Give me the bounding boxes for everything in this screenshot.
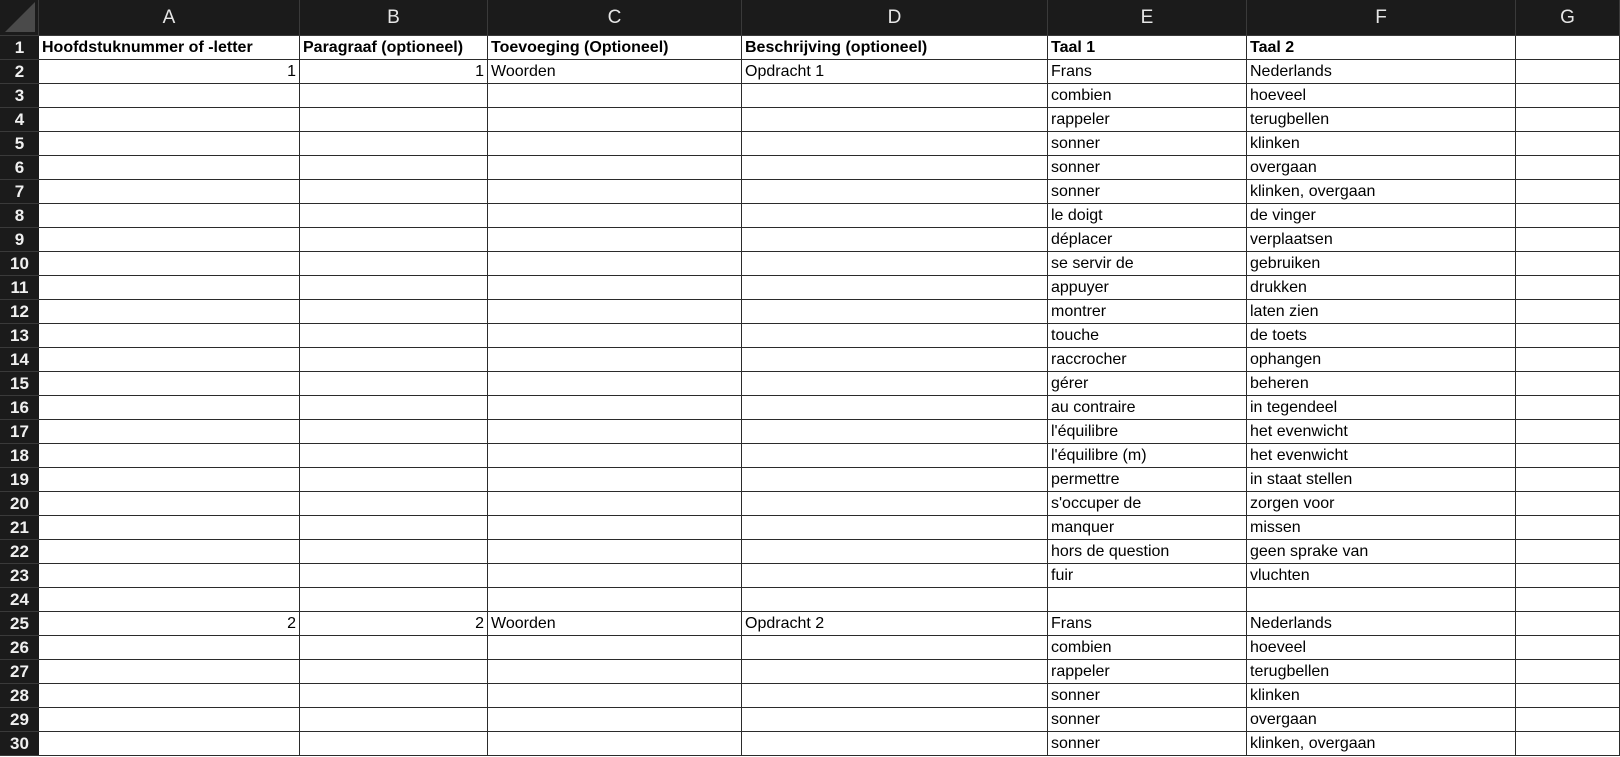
cell-b19[interactable] — [300, 468, 488, 492]
cell-c14[interactable] — [488, 348, 742, 372]
cell-d18[interactable] — [742, 444, 1048, 468]
cell-f10[interactable]: gebruiken — [1247, 252, 1516, 276]
cell-e5[interactable]: sonner — [1048, 132, 1247, 156]
select-all-corner[interactable] — [0, 0, 39, 36]
cell-b30[interactable] — [300, 732, 488, 756]
cell-e4[interactable]: rappeler — [1048, 108, 1247, 132]
cell-g8[interactable] — [1516, 204, 1620, 228]
cell-g14[interactable] — [1516, 348, 1620, 372]
cell-c18[interactable] — [488, 444, 742, 468]
cell-b7[interactable] — [300, 180, 488, 204]
cell-d9[interactable] — [742, 228, 1048, 252]
row-header-30[interactable]: 30 — [0, 732, 39, 756]
row-header-11[interactable]: 11 — [0, 276, 39, 300]
cell-a18[interactable] — [39, 444, 300, 468]
row-header-9[interactable]: 9 — [0, 228, 39, 252]
cell-c9[interactable] — [488, 228, 742, 252]
cell-d21[interactable] — [742, 516, 1048, 540]
cell-d26[interactable] — [742, 636, 1048, 660]
cell-a19[interactable] — [39, 468, 300, 492]
cell-b1[interactable]: Paragraaf (optioneel) — [300, 36, 488, 60]
row-header-3[interactable]: 3 — [0, 84, 39, 108]
cell-a1[interactable]: Hoofdstuknummer of -letter — [39, 36, 300, 60]
cell-c16[interactable] — [488, 396, 742, 420]
cell-f27[interactable]: terugbellen — [1247, 660, 1516, 684]
cell-e18[interactable]: l'équilibre (m) — [1048, 444, 1247, 468]
cell-c13[interactable] — [488, 324, 742, 348]
cell-b24[interactable] — [300, 588, 488, 612]
cell-e16[interactable]: au contraire — [1048, 396, 1247, 420]
cell-c4[interactable] — [488, 108, 742, 132]
row-header-25[interactable]: 25 — [0, 612, 39, 636]
cell-g4[interactable] — [1516, 108, 1620, 132]
cell-b23[interactable] — [300, 564, 488, 588]
cell-d5[interactable] — [742, 132, 1048, 156]
cell-e24[interactable] — [1048, 588, 1247, 612]
cell-d7[interactable] — [742, 180, 1048, 204]
row-header-29[interactable]: 29 — [0, 708, 39, 732]
cell-c5[interactable] — [488, 132, 742, 156]
cell-g18[interactable] — [1516, 444, 1620, 468]
cell-d10[interactable] — [742, 252, 1048, 276]
cell-a12[interactable] — [39, 300, 300, 324]
cell-e12[interactable]: montrer — [1048, 300, 1247, 324]
cell-f6[interactable]: overgaan — [1247, 156, 1516, 180]
cell-f1[interactable]: Taal 2 — [1247, 36, 1516, 60]
cell-e21[interactable]: manquer — [1048, 516, 1247, 540]
cell-f15[interactable]: beheren — [1247, 372, 1516, 396]
cell-e10[interactable]: se servir de — [1048, 252, 1247, 276]
cell-f19[interactable]: in staat stellen — [1247, 468, 1516, 492]
cell-b6[interactable] — [300, 156, 488, 180]
cell-a22[interactable] — [39, 540, 300, 564]
cell-f11[interactable]: drukken — [1247, 276, 1516, 300]
cell-a26[interactable] — [39, 636, 300, 660]
cell-b3[interactable] — [300, 84, 488, 108]
row-header-5[interactable]: 5 — [0, 132, 39, 156]
cell-g12[interactable] — [1516, 300, 1620, 324]
cell-d6[interactable] — [742, 156, 1048, 180]
cell-e30[interactable]: sonner — [1048, 732, 1247, 756]
cell-d23[interactable] — [742, 564, 1048, 588]
row-header-13[interactable]: 13 — [0, 324, 39, 348]
cell-e23[interactable]: fuir — [1048, 564, 1247, 588]
cell-b25[interactable]: 2 — [300, 612, 488, 636]
cell-g16[interactable] — [1516, 396, 1620, 420]
cell-f20[interactable]: zorgen voor — [1247, 492, 1516, 516]
cell-a3[interactable] — [39, 84, 300, 108]
cell-g24[interactable] — [1516, 588, 1620, 612]
cell-f23[interactable]: vluchten — [1247, 564, 1516, 588]
cell-e17[interactable]: l'équilibre — [1048, 420, 1247, 444]
cell-f2[interactable]: Nederlands — [1247, 60, 1516, 84]
cell-f5[interactable]: klinken — [1247, 132, 1516, 156]
cell-a24[interactable] — [39, 588, 300, 612]
cell-d28[interactable] — [742, 684, 1048, 708]
cell-e25[interactable]: Frans — [1048, 612, 1247, 636]
row-header-24[interactable]: 24 — [0, 588, 39, 612]
cell-e15[interactable]: gérer — [1048, 372, 1247, 396]
cell-d27[interactable] — [742, 660, 1048, 684]
column-header-b[interactable]: B — [300, 0, 488, 36]
select-all-triangle-icon — [5, 2, 35, 32]
cell-a11[interactable] — [39, 276, 300, 300]
cell-d19[interactable] — [742, 468, 1048, 492]
cell-a15[interactable] — [39, 372, 300, 396]
cell-g2[interactable] — [1516, 60, 1620, 84]
cell-a21[interactable] — [39, 516, 300, 540]
cell-e8[interactable]: le doigt — [1048, 204, 1247, 228]
row-header-19[interactable]: 19 — [0, 468, 39, 492]
cell-a27[interactable] — [39, 660, 300, 684]
column-header-g[interactable]: G — [1516, 0, 1620, 36]
row-header-10[interactable]: 10 — [0, 252, 39, 276]
cell-b11[interactable] — [300, 276, 488, 300]
cell-c19[interactable] — [488, 468, 742, 492]
cell-c11[interactable] — [488, 276, 742, 300]
cell-d17[interactable] — [742, 420, 1048, 444]
cell-c7[interactable] — [488, 180, 742, 204]
cell-f16[interactable]: in tegendeel — [1247, 396, 1516, 420]
cell-g25[interactable] — [1516, 612, 1620, 636]
cell-b17[interactable] — [300, 420, 488, 444]
cell-d13[interactable] — [742, 324, 1048, 348]
cell-a13[interactable] — [39, 324, 300, 348]
cell-g1[interactable] — [1516, 36, 1620, 60]
cell-g6[interactable] — [1516, 156, 1620, 180]
cell-b5[interactable] — [300, 132, 488, 156]
cell-b14[interactable] — [300, 348, 488, 372]
row-header-23[interactable]: 23 — [0, 564, 39, 588]
cell-f29[interactable]: overgaan — [1247, 708, 1516, 732]
cell-e1[interactable]: Taal 1 — [1048, 36, 1247, 60]
cell-d25[interactable]: Opdracht 2 — [742, 612, 1048, 636]
cell-d3[interactable] — [742, 84, 1048, 108]
cell-g7[interactable] — [1516, 180, 1620, 204]
cell-b10[interactable] — [300, 252, 488, 276]
cell-g3[interactable] — [1516, 84, 1620, 108]
row-header-8[interactable]: 8 — [0, 204, 39, 228]
row-header-22[interactable]: 22 — [0, 540, 39, 564]
cell-a8[interactable] — [39, 204, 300, 228]
cell-g23[interactable] — [1516, 564, 1620, 588]
cell-c22[interactable] — [488, 540, 742, 564]
cell-a17[interactable] — [39, 420, 300, 444]
cell-g28[interactable] — [1516, 684, 1620, 708]
row-header-7[interactable]: 7 — [0, 180, 39, 204]
column-header-d[interactable]: D — [742, 0, 1048, 36]
cell-g19[interactable] — [1516, 468, 1620, 492]
row-header-26[interactable]: 26 — [0, 636, 39, 660]
cell-a20[interactable] — [39, 492, 300, 516]
cell-c24[interactable] — [488, 588, 742, 612]
cell-e9[interactable]: déplacer — [1048, 228, 1247, 252]
cell-c6[interactable] — [488, 156, 742, 180]
cell-e3[interactable]: combien — [1048, 84, 1247, 108]
cell-f13[interactable]: de toets — [1247, 324, 1516, 348]
cell-f9[interactable]: verplaatsen — [1247, 228, 1516, 252]
cell-c26[interactable] — [488, 636, 742, 660]
cell-c15[interactable] — [488, 372, 742, 396]
cell-f30[interactable]: klinken, overgaan — [1247, 732, 1516, 756]
cell-b9[interactable] — [300, 228, 488, 252]
cell-g29[interactable] — [1516, 708, 1620, 732]
cell-b18[interactable] — [300, 444, 488, 468]
cell-g22[interactable] — [1516, 540, 1620, 564]
cell-g13[interactable] — [1516, 324, 1620, 348]
cell-d20[interactable] — [742, 492, 1048, 516]
cell-g27[interactable] — [1516, 660, 1620, 684]
row-header-15[interactable]: 15 — [0, 372, 39, 396]
cell-d2[interactable]: Opdracht 1 — [742, 60, 1048, 84]
cell-d30[interactable] — [742, 732, 1048, 756]
cell-d1[interactable]: Beschrijving (optioneel) — [742, 36, 1048, 60]
cell-a25[interactable]: 2 — [39, 612, 300, 636]
cell-e13[interactable]: touche — [1048, 324, 1247, 348]
cell-b16[interactable] — [300, 396, 488, 420]
cell-d16[interactable] — [742, 396, 1048, 420]
cell-b2[interactable]: 1 — [300, 60, 488, 84]
cell-b26[interactable] — [300, 636, 488, 660]
cell-b21[interactable] — [300, 516, 488, 540]
cell-g5[interactable] — [1516, 132, 1620, 156]
cell-f8[interactable]: de vinger — [1247, 204, 1516, 228]
cell-g11[interactable] — [1516, 276, 1620, 300]
cell-g30[interactable] — [1516, 732, 1620, 756]
cell-c28[interactable] — [488, 684, 742, 708]
column-header-a[interactable]: A — [39, 0, 300, 36]
cell-a29[interactable] — [39, 708, 300, 732]
column-header-f[interactable]: F — [1247, 0, 1516, 36]
cell-f17[interactable]: het evenwicht — [1247, 420, 1516, 444]
column-header-c[interactable]: C — [488, 0, 742, 36]
cell-c21[interactable] — [488, 516, 742, 540]
cell-c1[interactable]: Toevoeging (Optioneel) — [488, 36, 742, 60]
cell-b13[interactable] — [300, 324, 488, 348]
cell-b8[interactable] — [300, 204, 488, 228]
cell-e14[interactable]: raccrocher — [1048, 348, 1247, 372]
row-header-27[interactable]: 27 — [0, 660, 39, 684]
cell-g21[interactable] — [1516, 516, 1620, 540]
cell-f18[interactable]: het evenwicht — [1247, 444, 1516, 468]
cell-e26[interactable]: combien — [1048, 636, 1247, 660]
cell-a30[interactable] — [39, 732, 300, 756]
row-header-28[interactable]: 28 — [0, 684, 39, 708]
cell-a4[interactable] — [39, 108, 300, 132]
cell-e2[interactable]: Frans — [1048, 60, 1247, 84]
cell-b15[interactable] — [300, 372, 488, 396]
cell-f22[interactable]: geen sprake van — [1247, 540, 1516, 564]
cell-f25[interactable]: Nederlands — [1247, 612, 1516, 636]
row-header-6[interactable]: 6 — [0, 156, 39, 180]
row-header-20[interactable]: 20 — [0, 492, 39, 516]
cell-a16[interactable] — [39, 396, 300, 420]
cell-b28[interactable] — [300, 684, 488, 708]
cell-e20[interactable]: s'occuper de — [1048, 492, 1247, 516]
cell-e7[interactable]: sonner — [1048, 180, 1247, 204]
cell-f4[interactable]: terugbellen — [1247, 108, 1516, 132]
cell-d14[interactable] — [742, 348, 1048, 372]
row-header-12[interactable]: 12 — [0, 300, 39, 324]
cell-d22[interactable] — [742, 540, 1048, 564]
cell-g26[interactable] — [1516, 636, 1620, 660]
cell-a28[interactable] — [39, 684, 300, 708]
cell-c12[interactable] — [488, 300, 742, 324]
cell-f7[interactable]: klinken, overgaan — [1247, 180, 1516, 204]
cell-c3[interactable] — [488, 84, 742, 108]
row-header-17[interactable]: 17 — [0, 420, 39, 444]
row-header-2[interactable]: 2 — [0, 60, 39, 84]
cell-f26[interactable]: hoeveel — [1247, 636, 1516, 660]
cell-b29[interactable] — [300, 708, 488, 732]
cell-e22[interactable]: hors de question — [1048, 540, 1247, 564]
cell-c17[interactable] — [488, 420, 742, 444]
cell-f12[interactable]: laten zien — [1247, 300, 1516, 324]
cell-c2[interactable]: Woorden — [488, 60, 742, 84]
row-header-14[interactable]: 14 — [0, 348, 39, 372]
cell-f24[interactable] — [1247, 588, 1516, 612]
row-header-18[interactable]: 18 — [0, 444, 39, 468]
cell-a23[interactable] — [39, 564, 300, 588]
cell-c20[interactable] — [488, 492, 742, 516]
cell-d4[interactable] — [742, 108, 1048, 132]
cell-e11[interactable]: appuyer — [1048, 276, 1247, 300]
cell-e19[interactable]: permettre — [1048, 468, 1247, 492]
cell-d12[interactable] — [742, 300, 1048, 324]
cell-g17[interactable] — [1516, 420, 1620, 444]
row-header-1[interactable]: 1 — [0, 36, 39, 60]
cell-c23[interactable] — [488, 564, 742, 588]
cell-d11[interactable] — [742, 276, 1048, 300]
cell-c30[interactable] — [488, 732, 742, 756]
cell-f14[interactable]: ophangen — [1247, 348, 1516, 372]
cell-b20[interactable] — [300, 492, 488, 516]
cell-e29[interactable]: sonner — [1048, 708, 1247, 732]
cell-a10[interactable] — [39, 252, 300, 276]
row-header-4[interactable]: 4 — [0, 108, 39, 132]
cell-c27[interactable] — [488, 660, 742, 684]
column-header-e[interactable]: E — [1048, 0, 1247, 36]
cell-d29[interactable] — [742, 708, 1048, 732]
cell-f28[interactable]: klinken — [1247, 684, 1516, 708]
cell-b12[interactable] — [300, 300, 488, 324]
cell-b27[interactable] — [300, 660, 488, 684]
cell-d24[interactable] — [742, 588, 1048, 612]
cell-b22[interactable] — [300, 540, 488, 564]
cell-a7[interactable] — [39, 180, 300, 204]
cell-e6[interactable]: sonner — [1048, 156, 1247, 180]
cell-a9[interactable] — [39, 228, 300, 252]
cell-c29[interactable] — [488, 708, 742, 732]
cell-f3[interactable]: hoeveel — [1247, 84, 1516, 108]
cell-a5[interactable] — [39, 132, 300, 156]
cell-c25[interactable]: Woorden — [488, 612, 742, 636]
cell-c10[interactable] — [488, 252, 742, 276]
cell-b4[interactable] — [300, 108, 488, 132]
cell-a6[interactable] — [39, 156, 300, 180]
cell-f21[interactable]: missen — [1247, 516, 1516, 540]
cell-g20[interactable] — [1516, 492, 1620, 516]
cell-d15[interactable] — [742, 372, 1048, 396]
cell-e27[interactable]: rappeler — [1048, 660, 1247, 684]
cell-e28[interactable]: sonner — [1048, 684, 1247, 708]
row-header-16[interactable]: 16 — [0, 396, 39, 420]
cell-g9[interactable] — [1516, 228, 1620, 252]
row-header-21[interactable]: 21 — [0, 516, 39, 540]
cell-d8[interactable] — [742, 204, 1048, 228]
cell-g10[interactable] — [1516, 252, 1620, 276]
cell-a2[interactable]: 1 — [39, 60, 300, 84]
cell-a14[interactable] — [39, 348, 300, 372]
cell-c8[interactable] — [488, 204, 742, 228]
cell-g15[interactable] — [1516, 372, 1620, 396]
